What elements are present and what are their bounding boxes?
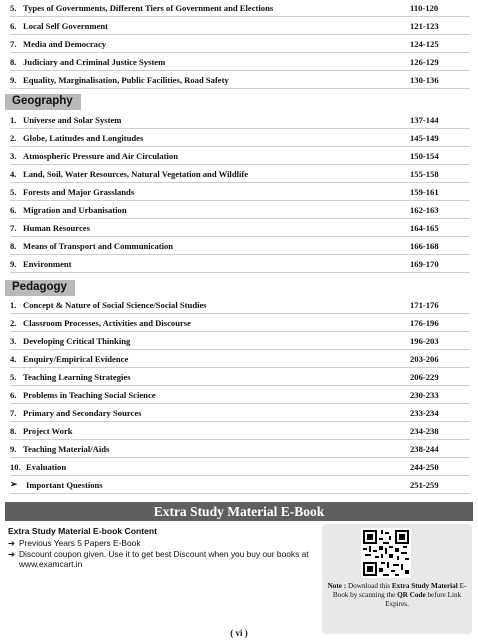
toc-row[interactable] bbox=[10, 36, 470, 53]
row-number: 6. bbox=[10, 21, 17, 31]
qr-note bbox=[326, 582, 468, 609]
row-title: Teaching Material/Aids bbox=[23, 444, 110, 454]
toc-row[interactable] bbox=[10, 256, 470, 273]
row-number: 1. bbox=[10, 115, 17, 125]
row-title: Evaluation bbox=[26, 462, 67, 472]
row-number: 7. bbox=[10, 223, 17, 233]
row-title: Universe and Solar System bbox=[23, 115, 122, 125]
row-number: 5. bbox=[10, 372, 17, 382]
row-title: Means of Transport and Communication bbox=[23, 241, 174, 251]
row-number: 8. bbox=[10, 426, 17, 436]
page-number: ( vi ) bbox=[230, 628, 248, 638]
toc-row[interactable] bbox=[10, 148, 470, 165]
toc-row[interactable] bbox=[10, 423, 470, 440]
toc-row[interactable] bbox=[10, 202, 470, 219]
row-number: 4. bbox=[10, 354, 17, 364]
row-number: 1. bbox=[10, 300, 17, 310]
row-number: 6. bbox=[10, 390, 17, 400]
toc-row[interactable] bbox=[10, 18, 470, 35]
toc-row[interactable] bbox=[10, 369, 470, 386]
note-text: before Link Expires. bbox=[385, 591, 462, 608]
row-pages: 171-176 bbox=[410, 300, 439, 310]
toc-row[interactable] bbox=[10, 0, 470, 17]
row-number: 8. bbox=[10, 57, 17, 67]
row-pages: 166-168 bbox=[410, 241, 439, 251]
toc-row[interactable] bbox=[10, 112, 470, 129]
row-number: 10. bbox=[10, 462, 21, 472]
list-item-text: Discount coupon given. Use it to get best Discount when you buy our books at www.examcart.in bbox=[19, 548, 309, 569]
row-number: 4. bbox=[10, 169, 17, 179]
qr-code-icon[interactable] bbox=[361, 528, 411, 578]
row-pages: 251-259 bbox=[410, 480, 439, 490]
toc-row[interactable] bbox=[10, 166, 470, 183]
row-title: Migration and Urbanisation bbox=[23, 205, 127, 215]
row-title: Judiciary and Criminal Justice System bbox=[23, 57, 166, 67]
row-pages: 162-163 bbox=[410, 205, 439, 215]
toc-row[interactable] bbox=[10, 459, 470, 476]
toc-row[interactable] bbox=[10, 238, 470, 255]
row-title: Environment bbox=[23, 259, 72, 269]
row-title: Land, Soil, Water Resources, Natural Vegetation and Wildlife bbox=[23, 169, 249, 179]
toc-row[interactable] bbox=[10, 184, 470, 201]
row-title: Important Questions bbox=[26, 480, 103, 490]
row-pages: 203-206 bbox=[410, 354, 439, 364]
row-title: Equality, Marginalisation, Public Facilities, Road Safety bbox=[23, 75, 229, 85]
row-title: Forests and Major Grasslands bbox=[23, 187, 135, 197]
extra-material-content bbox=[8, 526, 323, 570]
row-title: Developing Critical Thinking bbox=[23, 336, 131, 346]
row-pages: 176-196 bbox=[410, 318, 439, 328]
row-pages: 130-136 bbox=[410, 75, 439, 85]
row-title: Local Self Government bbox=[23, 21, 108, 31]
toc-row[interactable] bbox=[10, 297, 470, 314]
note-text: E-Book by scanning the bbox=[332, 582, 467, 599]
row-number: 3. bbox=[10, 336, 17, 346]
row-title: Project Work bbox=[23, 426, 73, 436]
arrow-bullet-icon: ➢ bbox=[10, 479, 18, 489]
row-number: 2. bbox=[10, 133, 17, 143]
row-number: 9. bbox=[10, 444, 17, 454]
note-label: Note : bbox=[327, 582, 347, 590]
row-pages: 126-129 bbox=[410, 57, 439, 67]
row-number: 9. bbox=[10, 259, 17, 269]
row-title: Classroom Processes, Activities and Discourse bbox=[23, 318, 191, 328]
row-pages: 206-229 bbox=[410, 372, 439, 382]
row-title: Primary and Secondary Sources bbox=[23, 408, 142, 418]
row-pages: 155-158 bbox=[410, 169, 439, 179]
list-item bbox=[8, 549, 323, 570]
extra-content-title: Extra Study Material E-book Content bbox=[8, 526, 157, 536]
row-number: 8. bbox=[10, 241, 17, 251]
row-pages: 164-165 bbox=[410, 223, 439, 233]
row-number: 3. bbox=[10, 151, 17, 161]
toc-row[interactable] bbox=[10, 333, 470, 350]
arrow-right-icon: ➔ bbox=[8, 538, 16, 548]
row-pages: 169-170 bbox=[410, 259, 439, 269]
arrow-right-icon: ➔ bbox=[8, 548, 16, 559]
note-text: Download this bbox=[346, 582, 392, 590]
toc-row-important-questions[interactable] bbox=[10, 477, 470, 494]
row-pages: 159-161 bbox=[410, 187, 439, 197]
row-title: Human Resources bbox=[23, 223, 90, 233]
row-title: Concept & Nature of Social Science/Social Studies bbox=[23, 300, 207, 310]
row-pages: 110-120 bbox=[410, 3, 439, 13]
row-pages: 233-234 bbox=[410, 408, 439, 418]
qr-code-panel bbox=[322, 524, 472, 634]
note-bold-text: QR Code bbox=[397, 591, 426, 599]
toc-row[interactable] bbox=[10, 405, 470, 422]
row-pages: 196-203 bbox=[410, 336, 439, 346]
row-pages: 150-154 bbox=[410, 151, 439, 161]
row-number: 5. bbox=[10, 187, 17, 197]
toc-row[interactable] bbox=[10, 72, 470, 89]
row-title: Media and Democracy bbox=[23, 39, 107, 49]
list-item bbox=[8, 538, 323, 549]
toc-row[interactable] bbox=[10, 351, 470, 368]
toc-row[interactable] bbox=[10, 54, 470, 71]
row-title: Problems in Teaching Social Science bbox=[23, 390, 156, 400]
list-item-text: Previous Years 5 Papers E-Book bbox=[19, 538, 141, 548]
row-title: Atmospheric Pressure and Air Circulation bbox=[23, 151, 179, 161]
toc-row[interactable] bbox=[10, 387, 470, 404]
row-pages: 244-250 bbox=[410, 462, 439, 472]
row-title: Types of Governments, Different Tiers of Government and Elections bbox=[23, 3, 274, 13]
section-heading-geography: Geography bbox=[5, 94, 81, 110]
note-bold-text: Extra Study Material bbox=[391, 582, 458, 590]
row-number: 7. bbox=[10, 39, 17, 49]
row-title: Globe, Latitudes and Longitudes bbox=[23, 133, 144, 143]
row-pages: 234-238 bbox=[410, 426, 439, 436]
toc-row[interactable] bbox=[10, 315, 470, 332]
toc-row[interactable] bbox=[10, 441, 470, 458]
row-pages: 145-149 bbox=[410, 133, 439, 143]
row-number: 9. bbox=[10, 75, 17, 85]
row-pages: 121-123 bbox=[410, 21, 439, 31]
row-pages: 238-244 bbox=[410, 444, 439, 454]
row-pages: 230-233 bbox=[410, 390, 439, 400]
row-number: 2. bbox=[10, 318, 17, 328]
extra-material-banner: Extra Study Material E-Book bbox=[5, 502, 473, 521]
row-number: 7. bbox=[10, 408, 17, 418]
toc-row[interactable] bbox=[10, 130, 470, 147]
row-number: 6. bbox=[10, 205, 17, 215]
section-heading-pedagogy: Pedagogy bbox=[5, 280, 75, 296]
row-pages: 137-144 bbox=[410, 115, 439, 125]
toc-row[interactable] bbox=[10, 220, 470, 237]
row-pages: 124-125 bbox=[410, 39, 439, 49]
row-title: Enquiry/Empirical Evidence bbox=[23, 354, 129, 364]
row-title: Teaching Learning Strategies bbox=[23, 372, 131, 382]
row-number: 5. bbox=[10, 3, 17, 13]
